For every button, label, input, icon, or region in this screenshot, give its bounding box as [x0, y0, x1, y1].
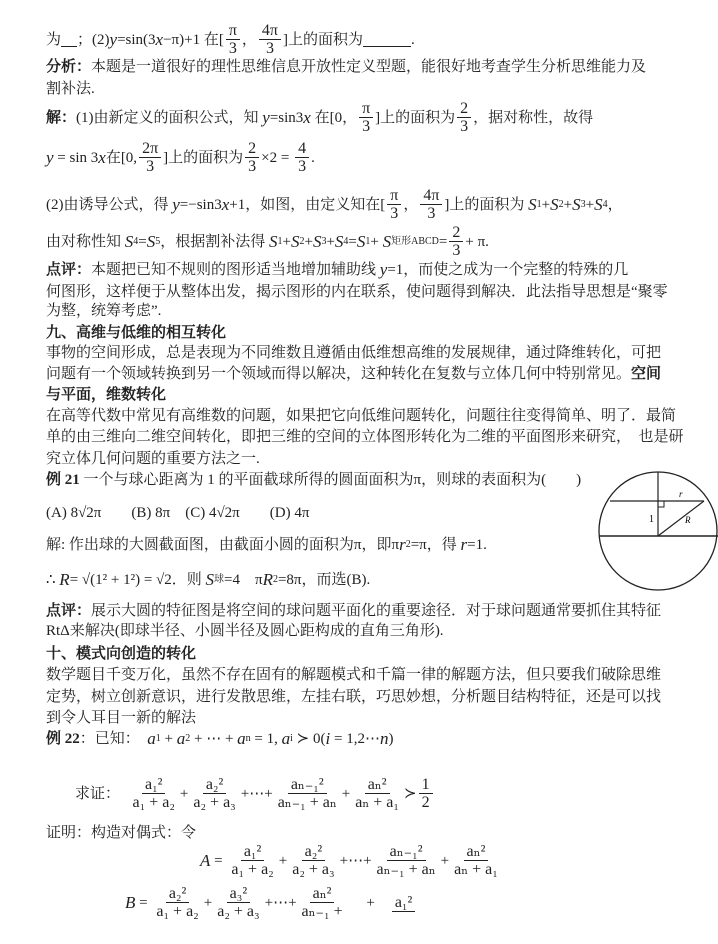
text-run: + [203, 894, 213, 911]
text-run: 一个与球心距离为 1 的平面截球所得的圆面面积为π，则球的表面积为( ) [83, 472, 582, 488]
numerator: π [359, 100, 373, 118]
text-line [46, 365, 661, 383]
text-run: S [572, 194, 581, 214]
numerator: aₙ₋₁² [387, 843, 426, 861]
text-line [46, 140, 315, 175]
fraction [259, 22, 281, 57]
bold-text: 九、高维与低维的相互转化 [46, 325, 227, 341]
text-run: 何图形，这样便于从整体出发，揭示图形的内在联系，使问题得到解决．此法指导思想是“聚零 [46, 284, 668, 300]
fraction [226, 22, 240, 57]
text-run: y [379, 260, 388, 279]
text-run: S [382, 231, 392, 251]
text-run: +⋯+ [339, 852, 372, 869]
text-line: ∴ R = √(1² + 1²) = √2．则 S 球 =4 π R 2 =8π，而选(B). [46, 570, 371, 589]
text-line [46, 80, 95, 98]
numerator: 2 [449, 224, 463, 242]
denominator: 2 [421, 794, 430, 811]
text-run: =8π，而选(B). [277, 572, 371, 588]
text-run: = √(1² + 1²) = √2．则 [69, 572, 206, 588]
text-run: S [269, 231, 278, 251]
text-run: 本题把已知不规则的图形适当地增加辅助线 [91, 262, 380, 278]
text-run: = [138, 233, 147, 250]
numerator: 2 [245, 140, 259, 158]
text-run: S [290, 231, 300, 251]
radius-line [658, 501, 704, 536]
numerator: aₙ² [365, 776, 390, 794]
text-run: a [176, 729, 186, 748]
fraction [214, 885, 262, 920]
fraction [457, 100, 471, 135]
numerator: a₃² [227, 885, 250, 903]
text-run: x [155, 29, 164, 49]
numerator: a₂² [203, 776, 226, 794]
text-run: ，根据割补法得 [160, 233, 269, 250]
fraction [153, 885, 201, 920]
denominator: 3 [427, 205, 436, 222]
text-run: 割补法. [46, 81, 95, 97]
text-run: a [147, 729, 156, 748]
text-run: ∴ [46, 572, 60, 588]
text-run: S [594, 194, 603, 214]
text-run: n [379, 729, 389, 748]
fraction [374, 843, 439, 878]
text-run: + [160, 731, 177, 747]
text-run: + [179, 785, 189, 802]
text-run: B [125, 892, 136, 912]
text-run: (2)由诱导公式，得 [46, 196, 173, 213]
fraction [299, 885, 346, 920]
text-run: +⋯+ [240, 785, 273, 802]
text-run: y [262, 107, 270, 127]
text-run: +⋯+ [264, 894, 297, 911]
text-run: y [109, 29, 118, 49]
fraction [352, 776, 402, 811]
text-line [46, 344, 661, 362]
answer-blank [61, 32, 77, 47]
text-run: 定势，树立创新意识，进行发散思维，左挂右联，巧思妙想，分析题目结构特征，还是可以找 [46, 689, 662, 705]
numerator: aₙ² [464, 843, 489, 861]
text-run: 数学题目千变万化，虽然不存在固有的解题模式和千篇一律的解题方法，但只要我们破除思维 [46, 667, 662, 683]
numerator: aₙ² [310, 885, 335, 903]
fraction [295, 140, 309, 175]
denominator: aₙ + a₁ [454, 861, 498, 878]
fraction [392, 894, 415, 912]
text-run: + [370, 233, 383, 250]
numerator: a₂² [302, 843, 325, 861]
text-run: ) [388, 731, 394, 747]
sphere-cross-section-figure [595, 465, 718, 595]
bold-text: 解： [46, 109, 77, 126]
text-run: 展示大圆的特征图是将空间的球问题平面化的重要途径．对于球问题通常要抓住其特征 [91, 603, 662, 619]
bold-text: 与平面，维数转化 [46, 387, 167, 403]
text-run: ，据对称性，故得 [473, 109, 594, 126]
fraction [228, 843, 276, 878]
text-run: S [528, 194, 537, 214]
fraction [451, 843, 501, 878]
text-run: −π)+1 在[ [163, 31, 224, 48]
text-run: + π. [465, 233, 489, 250]
text-run: 单的由三维向二维空间转化，即把三维的空间的立体图形转化为二维的平面图形来研究， 也是研 [46, 429, 684, 445]
label-distance: 1 [649, 514, 654, 525]
text-run: a [237, 729, 246, 748]
text-line [46, 428, 684, 446]
text-line [46, 688, 661, 706]
denominator: aₙ₋₁ + [301, 903, 343, 920]
fraction [190, 776, 238, 811]
denominator: 3 [228, 40, 237, 57]
text-line [46, 709, 196, 727]
text-run: S [356, 231, 366, 251]
text-run: ×2 = [261, 149, 294, 166]
text-line [46, 622, 444, 640]
fraction [245, 140, 259, 175]
text-run: =sin(3 [117, 31, 156, 48]
fraction [275, 776, 340, 811]
numerator: π [226, 22, 240, 40]
text-run: x [303, 107, 311, 127]
denominator: aₙ₋₁ + aₙ [376, 861, 436, 878]
text-run: = [135, 894, 152, 911]
text-run: + [282, 233, 291, 250]
text-line [46, 324, 226, 342]
denominator: 3 [248, 158, 257, 175]
text-line [46, 645, 196, 663]
text-run: + [585, 196, 595, 213]
denominator: aₙ + a₁ [355, 794, 399, 811]
denominator: 3 [362, 118, 371, 135]
text-run: 由对称性知 [46, 233, 125, 250]
text-run: 究立体几何问题的重要方法之一. [46, 451, 260, 467]
text-run: (1)由新定义的面积公式，知 [76, 109, 263, 126]
text-run: + [304, 233, 313, 250]
text-run: ]上的面积为 [375, 109, 456, 126]
text-run: 事物的空间形成，总是表现为不同维数且遵循由低维想高维的发展规律，通过降维转化，可把 [46, 345, 662, 361]
bold-text: 空间 [631, 366, 662, 382]
text-line [46, 450, 260, 468]
text-run: 在[0， [310, 109, 358, 126]
text-run: r [460, 535, 468, 554]
numerator: π [387, 187, 401, 205]
denominator: 3 [390, 205, 399, 222]
denominator: a₁ + a₂ [231, 861, 274, 878]
answer-blank [363, 32, 411, 47]
text-run: i [325, 729, 331, 748]
text-line [46, 386, 166, 404]
text-run: ]上的面积为 [282, 31, 363, 48]
text-run: + [347, 894, 390, 911]
text-line [46, 302, 161, 320]
text-run: x [98, 147, 106, 167]
text-run: x [221, 194, 230, 214]
text-run: + [341, 785, 351, 802]
text-run: =sin3 [269, 109, 304, 126]
text-run: S [146, 231, 156, 251]
text-run: r [399, 535, 406, 554]
text-run: a [281, 729, 291, 748]
text-run: 问题有一个领域转换到另一个领域而得以解决，这种转化在复数与立体几何中特别常见。 [46, 366, 632, 382]
text-run: ， [241, 31, 257, 48]
text-line [46, 261, 628, 279]
text-line: 例 22 ：已知： a 1 + a 2 + ⋯ + a n = 1, a i ≻ 0( i = 1,2⋯ n ) [46, 729, 394, 748]
fraction [449, 224, 463, 259]
text-run: y [46, 147, 54, 167]
text-line [46, 100, 593, 135]
text-run: = sin 3 [53, 149, 99, 166]
fraction [130, 776, 178, 811]
text-line [125, 885, 417, 920]
denominator: 3 [265, 40, 274, 57]
text-line: (2)由诱导公式，得 y =−sin3 x +1，如图，由定义知在[ $\frac{\pi}{3}$ ， $\frac{4\pi}{3}$ ]上的面积为 S 1 + S 2 + S 3 + S 4 ， [46, 187, 623, 222]
text-run: = [210, 852, 227, 869]
text-run: S [312, 231, 322, 251]
text-run: + [440, 852, 450, 869]
numerator: a₂² [166, 885, 189, 903]
right-angle-mark [658, 501, 664, 507]
denominator: a₁ + a₂ [132, 794, 175, 811]
numerator: 4 [295, 140, 309, 158]
denominator: 3 [460, 118, 469, 135]
text-line [46, 283, 668, 301]
denominator: a₂ + a₃ [217, 903, 260, 920]
text-run: ≻ [403, 785, 417, 802]
text-run: A [200, 850, 211, 870]
text-line [46, 824, 196, 842]
text-run: = [348, 233, 357, 250]
denominator: 3 [146, 158, 155, 175]
label-r: r [679, 489, 683, 499]
numerator: a₁² [392, 894, 415, 912]
text-run: =1，而使之成为一个完整的特殊的几 [387, 262, 629, 278]
text-run: R [262, 570, 273, 589]
text-run: 为整，统筹考虑”. [46, 303, 162, 319]
text-run: ]上的面积为 [163, 149, 244, 166]
text-run: + [563, 196, 573, 213]
text-run: ， [607, 196, 623, 213]
text-run: = 1,2⋯ [330, 731, 380, 747]
fraction [139, 140, 161, 175]
text-run: + [541, 196, 551, 213]
denominator: aₙ₋₁ + aₙ [277, 794, 337, 811]
text-run: ≻ 0( [292, 731, 326, 747]
text-line [46, 666, 661, 684]
text-run: 到令人耳目一新的解法 [46, 710, 197, 726]
fraction [387, 187, 401, 222]
text-line [46, 504, 309, 522]
text-run: + [326, 233, 335, 250]
text-run: ]上的面积为 [444, 196, 529, 213]
numerator: 2 [457, 100, 471, 118]
text-run: (A) 8√2π (B) 8π (C) 4√2π (D) 4π [46, 505, 310, 521]
numerator: 4π [259, 22, 281, 40]
text-run: S [550, 194, 559, 214]
numerator: 1 [419, 776, 433, 794]
numerator: a₁² [142, 776, 165, 794]
denominator: a₂ + a₃ [292, 861, 335, 878]
text-line [46, 602, 661, 620]
text-line [46, 471, 581, 489]
bold-text: 十、模式向创造的转化 [46, 646, 197, 662]
numerator: 4π [420, 187, 442, 205]
fraction [289, 843, 337, 878]
text-run: + [278, 852, 288, 869]
text-run: =4 π [224, 572, 263, 588]
text-run: . [410, 31, 415, 48]
text-run: ：已知： [79, 731, 148, 747]
numerator: aₙ₋₁² [288, 776, 327, 794]
text-run: S [124, 231, 134, 251]
text-run: =π，得 [410, 537, 461, 553]
text-run: =1. [467, 537, 487, 553]
text-run: S [205, 570, 215, 589]
text-run: = 1, [250, 731, 282, 747]
fraction [419, 776, 433, 811]
text-line: 解: 作出球的大圆截面图，由截面小圆的面积为π，即π r 2 =π，得 r =1. [46, 535, 487, 554]
label-R: R [685, 515, 691, 525]
denominator: a₁ + a₂ [156, 903, 199, 920]
bold-text: 点评： [46, 262, 92, 278]
text-run: S [334, 231, 344, 251]
text-run: 本题是一道很好的理性思维信息开放性定义型题，能很好地考查学生分析思维能力及 [91, 59, 647, 75]
text-line: 由对称性知 S 4 = S 5 ，根据割补法得 S 1 + S 2 + S 3 + S 4 = S 1 + S 矩形ABCD = $\frac{2}{3}$ + π. [46, 224, 489, 259]
denominator: a₂ + a₃ [193, 794, 236, 811]
text-run: RtΔ来解决(即球半径、小圆半径及圆心距构成的直角三角形). [46, 623, 444, 639]
text-run: 为 [46, 31, 62, 48]
text-run: 解: 作出球的大圆截面图，由截面小圆的面积为π，即π [46, 537, 400, 553]
text-line [75, 776, 435, 811]
numerator: a₁² [241, 843, 264, 861]
bold-text: 点评： [46, 603, 92, 619]
bold-text: 例 22 [46, 731, 80, 747]
text-run: 在高等代数中常见有高维数的问题，如果把它向低维问题转化，问题往往变得简单、明了．最简 [46, 408, 677, 424]
text-line [46, 58, 646, 76]
text-run: . [311, 149, 315, 166]
text-run: +1，如图，由定义知在[ [229, 196, 386, 213]
text-run: ；(2) [77, 31, 110, 48]
numerator: 2π [139, 140, 161, 158]
text-run: = [438, 233, 448, 250]
denominator: 3 [452, 242, 461, 259]
text-run: R [59, 570, 70, 589]
text-line [200, 843, 503, 878]
text-run: ， [403, 196, 419, 213]
text-line [46, 407, 676, 425]
text-run: 求证： [75, 785, 128, 802]
text-line [46, 22, 415, 57]
bold-text: 例 21 [46, 472, 84, 488]
fraction [420, 187, 442, 222]
text-run: + ⋯ + [190, 731, 238, 747]
text-run: 在[0, [105, 149, 138, 166]
bold-text: 分析： [46, 59, 92, 75]
denominator: 3 [298, 158, 307, 175]
text-run: y [172, 194, 180, 214]
fraction [359, 100, 373, 135]
text-run: =−sin3 [179, 196, 222, 213]
text-run: 证明：构造对偶式：令 [46, 825, 197, 841]
